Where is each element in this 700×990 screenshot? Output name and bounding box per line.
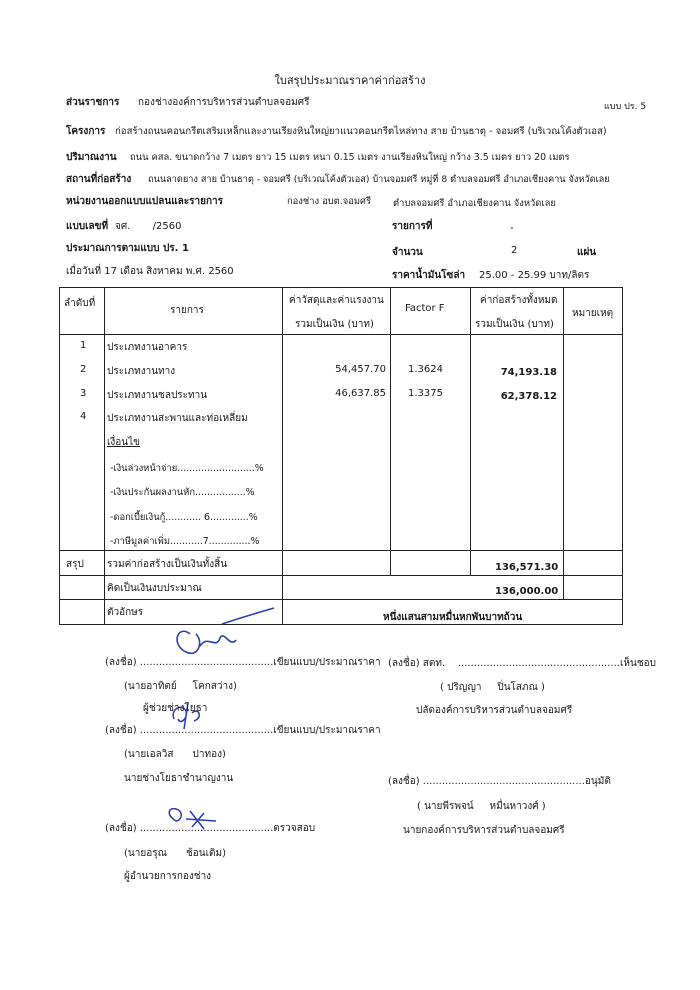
condition-interest: -ดอกเบี้ยเงินกู้............ 6.............%: [110, 512, 258, 523]
count-label: จำนวน: [392, 247, 423, 258]
row-no: 1: [80, 340, 87, 351]
estimate-label: ประมาณการตามแบบ ปร. 1: [66, 243, 189, 254]
row-factor: 1.3375: [408, 388, 443, 399]
budget-value: 136,000.00: [495, 586, 559, 597]
agency-value: กองช่างองค์การบริหารส่วนตำบลจอมศรี: [138, 97, 310, 108]
project-label: โครงการ: [66, 126, 106, 137]
row-no: 2: [80, 364, 87, 375]
row-factor: 1.3624: [408, 364, 443, 375]
col-no-header: ลำดับที่: [64, 298, 96, 309]
agency-label: ส่วนราชการ: [66, 97, 120, 108]
signer-1-line: (ลงชื่อ) ..........................................เขียนแบบ/ประมาณราคา: [105, 657, 381, 668]
approver-2-title: นายกองค์การบริหารส่วนตำบลจอมศรี: [403, 825, 565, 836]
signer-3-title: ผู้อำนวยการกองช่าง: [124, 871, 212, 882]
approver-1-line: (ลงชื่อ) สตท. ...................................................เห็นชอบ: [388, 658, 656, 669]
signer-2-title: นายช่างโยธาชำนาญงาน: [124, 773, 234, 784]
row-cost: 46,637.85: [335, 388, 386, 399]
page-title: ใบสรุปประมาณราคาค่าก่อสร้าง: [274, 74, 426, 87]
col-cost-header-2: รวมเป็นเงิน (บาท): [295, 319, 374, 330]
plan-no-value: จศ. /2560: [115, 221, 182, 232]
design-unit-value2: ตำบลจอมศรี อำเภอเชียงคาน จังหวัดเลย: [393, 198, 556, 209]
words-label: ตัวอักษร: [107, 607, 144, 618]
approver-1-title: ปลัดองค์การบริหารส่วนตำบลจอมศรี: [416, 705, 573, 716]
summary-value: 136,571.30: [495, 562, 559, 573]
site-label: สถานที่ก่อสร้าง: [66, 174, 132, 185]
row-item: ประเภทงานอาคาร: [107, 342, 188, 353]
row-cost: 54,457.70: [335, 364, 386, 375]
col-total-header-1: ค่าก่อสร้างทั้งหมด: [480, 295, 558, 306]
approver-2-line: (ลงชื่อ) ...................................................อนุมัติ: [388, 776, 611, 787]
oil-value: 25.00 - 25.99 บาท/ลิตร: [479, 270, 590, 281]
site-value: ถนนลาดยาง สาย บ้านธาตุ - จอมศรี (บริเวณโค้งตัวเอส) บ้านจอมศรี หมู่ที่ 8 ตำบลจอมศรี อำเภอเชียงคาน จังหวัดเลย: [148, 174, 610, 185]
design-unit-value1: กองช่าง อบต.จอมศรี: [287, 196, 372, 207]
signer-2-line: (ลงชื่อ) ..........................................เขียนแบบ/ประมาณราคา: [105, 725, 381, 736]
date-label: เมื่อวันที่ 17 เดือน สิงหาคม พ.ศ. 2560: [66, 266, 234, 277]
count-unit: แผ่น: [577, 247, 597, 258]
approver-2-name: ( นายพีรพจน์ หมื่นหาวงศ์ ): [417, 801, 546, 812]
row-total: 62,378.12: [500, 391, 557, 402]
signer-2-name: (นายเอลวิส ปาทอง): [124, 749, 226, 760]
condition-advance: -เงินล่วงหน้าจ่าย..........................%: [110, 463, 264, 474]
project-value: ก่อสร้างถนนคอนกรีตเสริมเหล็กและงานเรียงหินใหญ่ยาแนวคอนกรีตไหล่ทาง สาย บ้านธาตุ - จอมศรี (บริเวณโค้งตัวเอส): [115, 126, 607, 137]
row-item: ประเภทงานสะพานและท่อเหลี่ยม: [107, 413, 248, 424]
col-cost-header-1: ค่าวัสดุและค่าแรงงาน: [289, 295, 384, 306]
count-value: 2: [511, 245, 518, 256]
budget-text: คิดเป็นเงินงบประมาณ: [107, 583, 202, 594]
signer-1-name: (นายอาทิตย์ โคกสว่าง): [124, 681, 237, 692]
col-total-header-2: รวมเป็นเงิน (บาท): [475, 319, 554, 330]
signer-3-name: (นายอรุณ ช้อนเติม): [124, 848, 226, 859]
row-no: 3: [80, 388, 87, 399]
summary-label: สรุป: [66, 559, 84, 570]
col-factor-header: Factor F: [405, 303, 445, 314]
row-item: ประเภทงานทาง: [107, 366, 176, 377]
items-value: -: [510, 223, 514, 234]
items-label: รายการที่: [392, 221, 433, 232]
words-value: หนึ่งแสนสามหมื่นหกพันบาทถ้วน: [383, 612, 523, 623]
quantity-value: ถนน คสล. ขนาดกว้าง 7 เมตร ยาว 15 เมตร หนา 0.15 เมตร งานเรียงหินใหญ่ กว้าง 3.5 เมตร ยาว 20 เมตร: [130, 152, 570, 163]
col-item-header: รายการ: [170, 305, 204, 316]
row-total: 74,193.18: [500, 367, 557, 378]
design-unit-label: หน่วยงานออกแบบแปลนและรายการ: [66, 196, 224, 207]
col-note-header: หมายเหตุ: [572, 308, 614, 319]
form-code: แบบ ปร. 5: [604, 102, 647, 112]
approver-1-name: ( ปริญญา ปิ่นโสภณ ): [440, 682, 545, 693]
condition-warranty: -เงินประกันผลงานหัก.................%: [110, 487, 255, 498]
signer-1-title: ผู้ช่วยช่างโยธา: [143, 703, 208, 714]
oil-label: ราคาน้ำมันโซล่า: [392, 270, 466, 281]
conditions-title: เงื่อนไข: [107, 437, 141, 448]
plan-no-label: แบบเลขที่: [66, 221, 109, 232]
condition-vat: -ภาษีมูลค่าเพิ่ม...........7..............%: [110, 536, 260, 547]
summary-text: รวมค่าก่อสร้างเป็นเงินทั้งสิ้น: [107, 559, 228, 570]
signer-3-line: (ลงชื่อ) ..........................................ตรวจสอบ: [105, 823, 316, 834]
row-item: ประเภทงานชลประทาน: [107, 390, 208, 401]
quantity-label: ปริมาณงาน: [66, 152, 117, 163]
row-no: 4: [80, 411, 87, 422]
